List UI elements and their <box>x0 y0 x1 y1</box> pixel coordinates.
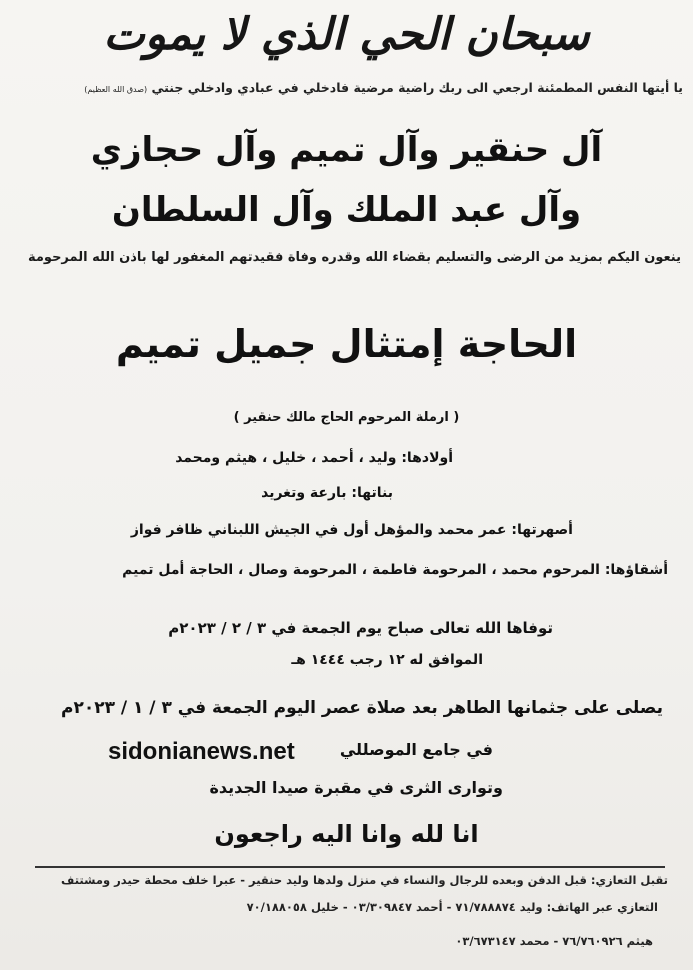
daughters-line: بناتها: بارعة وتغريد <box>261 485 393 501</box>
quran-verse <box>84 80 683 95</box>
hijri-date-line: الموافق له ١٢ رجب ١٤٤٤ هـ <box>291 652 483 668</box>
death-date-line: توفاها الله تعالى صباح يوم الجمعة في ٣ / ٢ / ٢٠٢٣م <box>168 619 553 637</box>
announcement-text: ينعون اليكم بمزيد من الرضى والتسليم بقضاء الله وقدره وفاة فقيدتهم المغفور لها باذن الله المرحومة <box>27 250 681 265</box>
funeral-prayer-line: يصلى على جثمانها الطاهر بعد صلاة عصر اليوم الجمعة في ٣ / ١ / ٢٠٢٣م <box>60 698 663 718</box>
burial-line: وتوارى الثرى في مقبرة صيدا الجديدة <box>209 778 503 797</box>
phones-line-1: التعازي عبر الهاتف: وليد ٧١/٧٨٨٨٧٤ - أحمد ٠٣/٣٠٩٨٤٧ - خليل ٧٠/١٨٨٠٥٨ <box>246 900 658 914</box>
mosque-line: في جامع الموصللي <box>339 740 493 759</box>
condolences-line: تقبل التعازي: قبل الدفن وبعده للرجال والنساء في منزل ولدها وليد حنقير - عبرا خلف محطة حيدر ومشتتف <box>61 873 668 887</box>
families-line-2: وآل عبد الملك وآل السلطان <box>111 190 582 230</box>
watermark-text: sidonianews.net <box>108 738 295 765</box>
phones-line-2: هيثم ٧٦/٧٦٠٩٢٦ - محمد ٠٣/٦٧٣١٤٧ <box>455 934 653 948</box>
widow-of-line: ( ارملة المرحوم الحاج مالك حنقير ) <box>233 410 460 425</box>
sons-in-law-line: أصهرتها: عمر محمد والمؤهل أول في الجيش اللبناني ظافر فواز <box>130 522 573 538</box>
quran-phrase: انا لله وانا اليه راجعون <box>214 820 479 848</box>
families-line-1: آل حنقير وآل تميم وآل حجازي <box>90 130 603 170</box>
deceased-name: الحاجة إمتثال جميل تميم <box>115 322 578 366</box>
siblings-line: أشقاؤها: المرحوم محمد ، المرحومة فاطمة ، المرحومة وصال ، الحاجة أمل تميم <box>122 562 668 578</box>
header-calligraphy: سبحان الحي الذي لا يموت <box>103 9 590 60</box>
verse-attribution: (صدق الله العظيم) <box>84 85 148 94</box>
verse-text: يا أيتها النفس المطمئنة ارجعي الى ربك راضية مرضية فادخلي في عبادي وادخلي جنتي <box>151 80 683 95</box>
footer-divider <box>35 866 665 868</box>
sons-line: أولادها: وليد ، أحمد ، خليل ، هيثم ومحمد <box>175 450 453 466</box>
